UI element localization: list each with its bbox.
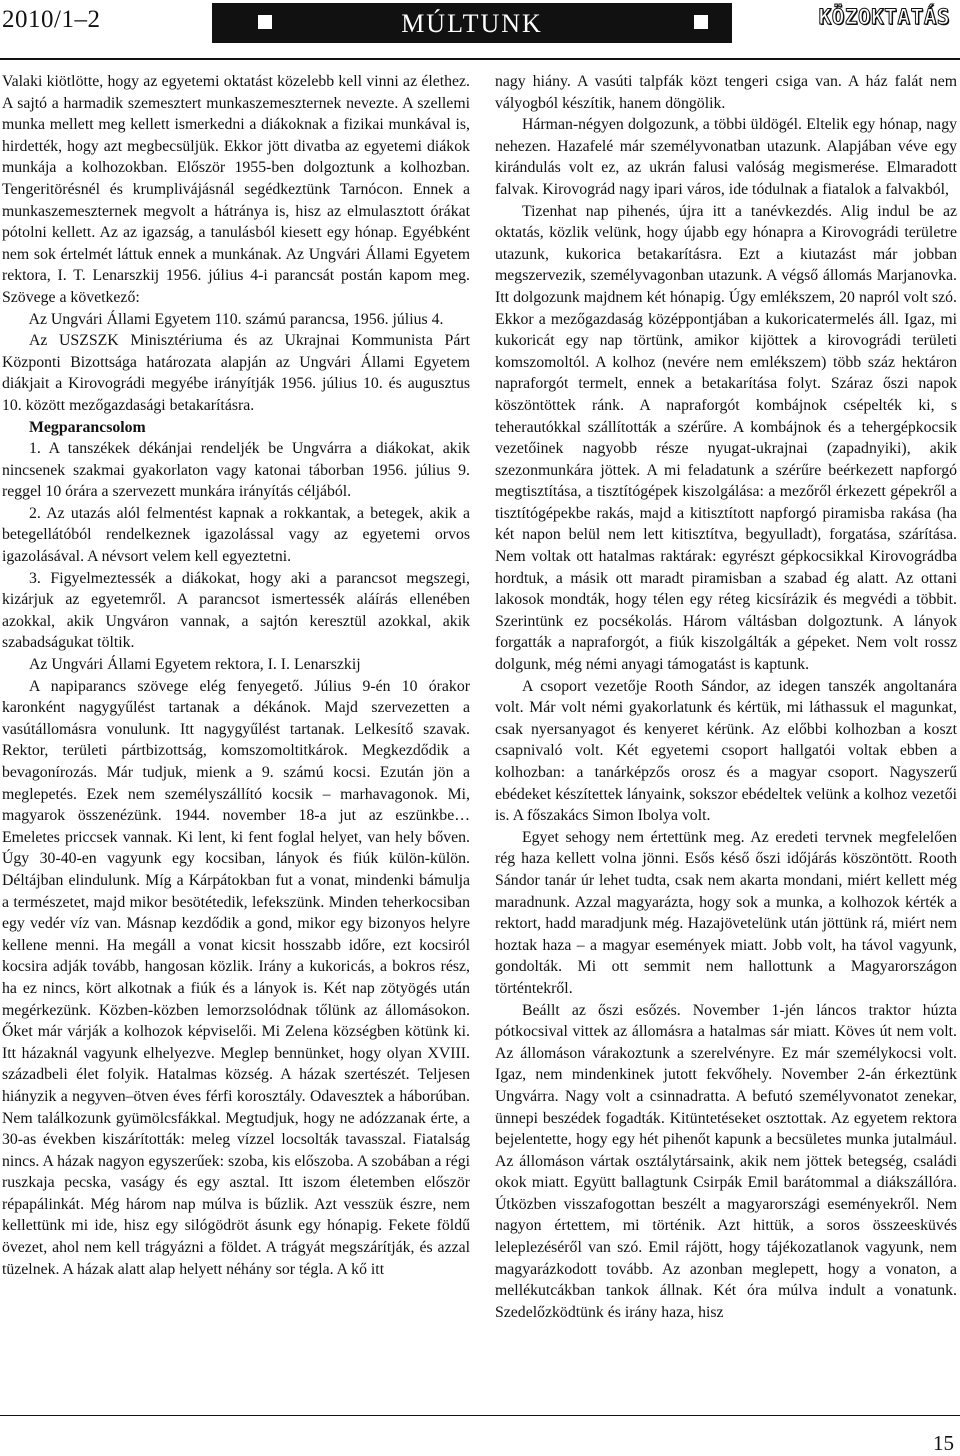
paragraph: A csoport vezetője Rooth Sándor, az idegen tanszék angoltanára volt. Már volt némi gyakorlatunk és kértük, mi láthassuk el magunkat, csak nyersanyagot és kenyeret kérünk. Az előbbi kolhozban a koszt csapnivaló volt. Két egyetemi csoport hallgatói voltak ebben a kolhozban: a tanárképzős orosz és a magyar csoport. Nagyszerű ebédeket készítettek lányaink, sokszor ebédeltek velünk a kolhoz vezetői is. A főszakács Simon Ibolya volt. [495, 677, 957, 825]
right-column [495, 71, 957, 1323]
square-bullet-icon [694, 15, 708, 29]
page-number: 15 [933, 1431, 954, 1455]
page-header [0, 0, 960, 46]
header-band [212, 3, 732, 43]
order-item: 2. Az utazás alól felmentést kapnak a rokkantak, a betegek, akik a betegellátóból rendelkeznek igazolással vagy az egyetemi orvos igazolásával. A névsort velem kell egyeztetni. [2, 504, 470, 566]
left-column [2, 71, 470, 1280]
order-signature: Az Ungvári Állami Egyetem rektora, I. I. Lenarszkij [29, 656, 361, 674]
paragraph: Hárman-négyen dolgozunk, a többi üldögél. Eltelik egy hónap, nagy nehezen. Hazafelé már személyvonatban utazunk. Alapjában véve egy kirándulás volt ez, az ukrán falusi valóság megismerése. Elmaradott falvak. Kirovográd nagy ipari város, ide tódulnak a fiatalok a falvakból, [495, 116, 957, 198]
paragraph: Az USZSZK Minisztériuma és az Ukrajnai Kommunista Párt Központi Bizottsága határozata alapján az Ungvári Állami Egyetem diákjait a Kirovográdi megyébe irányítják 1956. július 10. és augusztus 10. között mezőgazdasági betakarításra. [2, 332, 470, 414]
paragraph: nagy hiány. A vasúti talpfák közt tengeri csiga van. A ház falát nem vályogból készítik, hanem döngölik. [495, 73, 957, 112]
header-rule [0, 58, 960, 60]
order-item: 1. A tanszékek dékánjai rendeljék be Ungvárra a diákokat, akik nincsenek szakmai gyakorlaton vagy katonai táborban 1956. július 9. reggel 10 órára a szervezett munkára irányítás céljából. [2, 440, 470, 501]
journal-title: MÚLTUNK [401, 9, 543, 38]
paragraph: Beállt az őszi esőzés. November 1-jén láncos traktor húzta pótkocsival vittek az állomásra a hatalmas sár miatt. Köves út nem volt. Az állomáson várakoztunk a szerelvényre. Ez már személykocsi volt. Igaz, nem mindenkinek jutott fekvőhely. November 2-án érkeztünk Ungvárra. Nagy volt a csinnadratta. A befutó személyvonatot zenekar, ünnepi beszédek fogadták. Kitüntetéseket osztottak. Az egyetem rektora bejelentette, hogy egy hét pihenőt kapunk a becsületes munka jutalmául. Az állomáson vártak osztálytársaink, akik nem jöttek betegség, családi okok miatt. Együtt ballagtunk Csirpák Emil barátommal a diákszállóra. Útközben visszafogottan beszélt a magyarországi eseményekről. Nem nagyon értettem, mi történik. Azt hittük, a soros összeesküvés leleplezéséről van szó. Emil rájött, hogy tájékozatlanok vagyunk, nem magyarázkodott tovább. Az azonban meglepett, hogy a vonaton, a mellékutcákban tankok állnak. Két óra múlva indult a vonatunk. Szedelőzködtünk és irány haza, hisz [495, 1001, 957, 1321]
section-title: KÖZOKTATÁS [818, 5, 950, 29]
footer-rule [0, 1415, 960, 1416]
paragraph: A napiparancs szövege elég fenyegető. Július 9-én 10 órakor karonként nagygyűlést tartanak a dékánok. Majd szervezetten a vasútállomásra vonulunk. Itt nagygyűlést tartanak. Lelkesítő szavak. Rektor, területi pártbizottság, komszomoltitkárok. Megkezdődik a bevagonírozás. Már tudjuk, mienk a 9. számú kocsi. Ezután jön a meglepetés. Ezek nem személyszállító kocsik – marhavagonok. Mi, magyarok összenézünk. 1944. november 18-a jut az eszünkbe… Emeletes priccsek vannak. Ki lent, ki fent foglal helyet, van hely bőven. Úgy 30-40-en vagyunk egy kocsiban, lányok és fiúk külön-külön. Déltájban elindulunk. Míg a Kárpátokban fut a vonat, mindenki bámulja a természetet, majd mikor besötétedik, lefekszünk. Minden teherkocsiban egy vedér víz van. Másnap kezdődik a gond, mikor egy bizonyos helyre kellene menni. Ha megáll a vonat kicsit hosszabb időre, ezt kocsiról kocsira adják tovább, hangosan közlik. Irány a kukoricás, a bokros rész, ha ez nincs, kört alkotnak a fiúk és a lányok is. Két nap zötyögés után megérkezünk. Közben-közben lemorzsolódnak tőlünk az állomásokon. Őket már várják a kolhozok képviselői. Mi Zelena községben kötünk ki. Itt házaknál vagyunk elhelyezve. Meglep bennünket, hogy olyan XVIII. századbeli élet folyik. Hatalmas község. A házak szertészét. Teljesen hiányzik a negyven–ötven éves férfi korosztály. Odavesztek a háborúban. Nem találkozunk gyümölcsfákkal. Megtudjuk, hogy ne adózzanak érte, a 30-as években kiszárították: meleg vízzel locsolták tavasszal. Fiatalság nincs. A házak nagyon egyszerűek: szoba, kis előszoba. A szobában a régi ruszkaja pecska, vaságy és egy asztal. Itt iszom életemben először répapálinkát. Még három nap múlva is bűzlik. Azt vesszük észre, nem kellettünk mi ide, hisz egy silógödröt ásunk egy hónapig. Fekete földű övezet, ahol nem kell trágyázni a földet. A trágyát megszárítják, és azzal tüzelnek. A házak alatt alap helyett néhány sor tégla. A kő itt [2, 677, 470, 1278]
paragraph: Valaki kiötlötte, hogy az egyetemi oktatást közelebb kell vinni az élethez. A sajtó a harmadik szemesztert munkaszemeszternek nevezte. A szellemi munka mellett meg kellett ismerkedni a diákoknak a fizikai munkával is, hirdették, hogy azt megbecsüljük. Ekkor jött divatba az egyetemi diákok munkája a kolhozokban. Először 1955-ben dolgoztunk a kolhozban. Tengeritörésnél és krumplivájásnál segédkeztünk Tarnócon. Ennek a munkaszemeszternek megvolt a hátránya is, hisz az elmulasztott órákat pótolni kellett. Az az igazság, a tanulásból kiesett egy hónap. Egyébként nem sok értelmét láttuk ennek a munkának. Az Ungvári Állami Egyetem rektora, I. T. Lenarszkij 1956. július 4-i parancsát postán kapom meg. Szövege a következő: [2, 73, 470, 306]
order-title: Megparancsolom [29, 418, 146, 436]
paragraph: Tizenhat nap pihenés, újra itt a tanévkezdés. Alig indul be az oktatás, közlik velünk, hogy újabb egy hónapra a Kirovográdi területre utazunk, kukorica betakarításra. Ezt a kiutazást már jobban megszervezik, személyvagonban utazunk. A végső állomás Marjanovka. Itt dolgozunk majdnem két hónapig. Úgy emlékszem, 20 napról volt szó. Ekkor a mezőgazdaság középpontjában a kukoricatermelés áll. Igaz, mi kukoricát egy nap törtünk, amikor kijöttek a kirovográdi területi komszomoltól. A kolhoz (nevére nem emlékszem) több száz hektáron napraforgót termelt, ennek a betakarítása folyt. Száraz őszi napok köszöntöttek ránk. A napraforgót kombájnok csépelték ki, s teherautókkal szállították a szérűre. A kombájnok és a tehergépkocsik vezetőinek nagyobb része nyugat-ukrajnai (zapadnyiki), akik szezonmunkára jöttek. A mi feladatunk a szérűre beérkezett napforgó megtisztítása, a tisztítógépek kiszolgálása: a mezőről érkezett gépekről a tisztítógépekbe rakás, majd a kitisztított napforgó piramisba rakása (ha két napon belül nem lett kitisztítva, begyulladt), forgatása, szárítása. Nem voltak ott hatalmas raktárak: egyrészt gépkocsikkal Kirovográdba hordtuk, a másik ott maradt piramisban a szabad ég alatt. Az ottani lakosok mondták, hogy télen egy réteg kicsírázik és megvédi a többit. Szerintünk ez pocsékolás. Három váltásban dolgoztunk. A lányok forgatták a napraforgót, a fiúk kiszolgálták a gépeket. Nem volt rossz dolgunk, még némi anyagi támogatást is kaptunk. [495, 202, 957, 674]
paragraph: Egyet sehogy nem értettünk meg. Az eredeti tervnek megfelelően rég haza kellett volna jönni. Esős késő őszi időjárás köszöntött. Rooth Sándor tanár úr lehet tudta, csak nem akarta mondani, miért kellett még maradnunk. Azzal magyarázta, hogy sok a munka, a kolhozok kérték a rektort, hadd maradjunk még. Hazajövetelünk után jöttünk rá, miért nem hoztak haza – a magyar események miatt. Jobb volt, ha távol vagyunk, gondolták. Mi ott semmit nem hallottunk a Magyarországon történtekről. [495, 828, 957, 997]
order-heading: Az Ungvári Állami Egyetem 110. számú parancsa, 1956. július 4. [28, 310, 444, 328]
order-item: 3. Figyelmeztessék a diákokat, hogy aki a parancsot megszegi, kizárjuk az egyetemről. A parancsot ismertessék aláírás ellenében azokkal, akik Ungváron vannak, a sajtón keresztül azokkal, akik szabadságukat töltik. [2, 569, 470, 652]
issue-number: 2010/1–2 [2, 6, 101, 33]
